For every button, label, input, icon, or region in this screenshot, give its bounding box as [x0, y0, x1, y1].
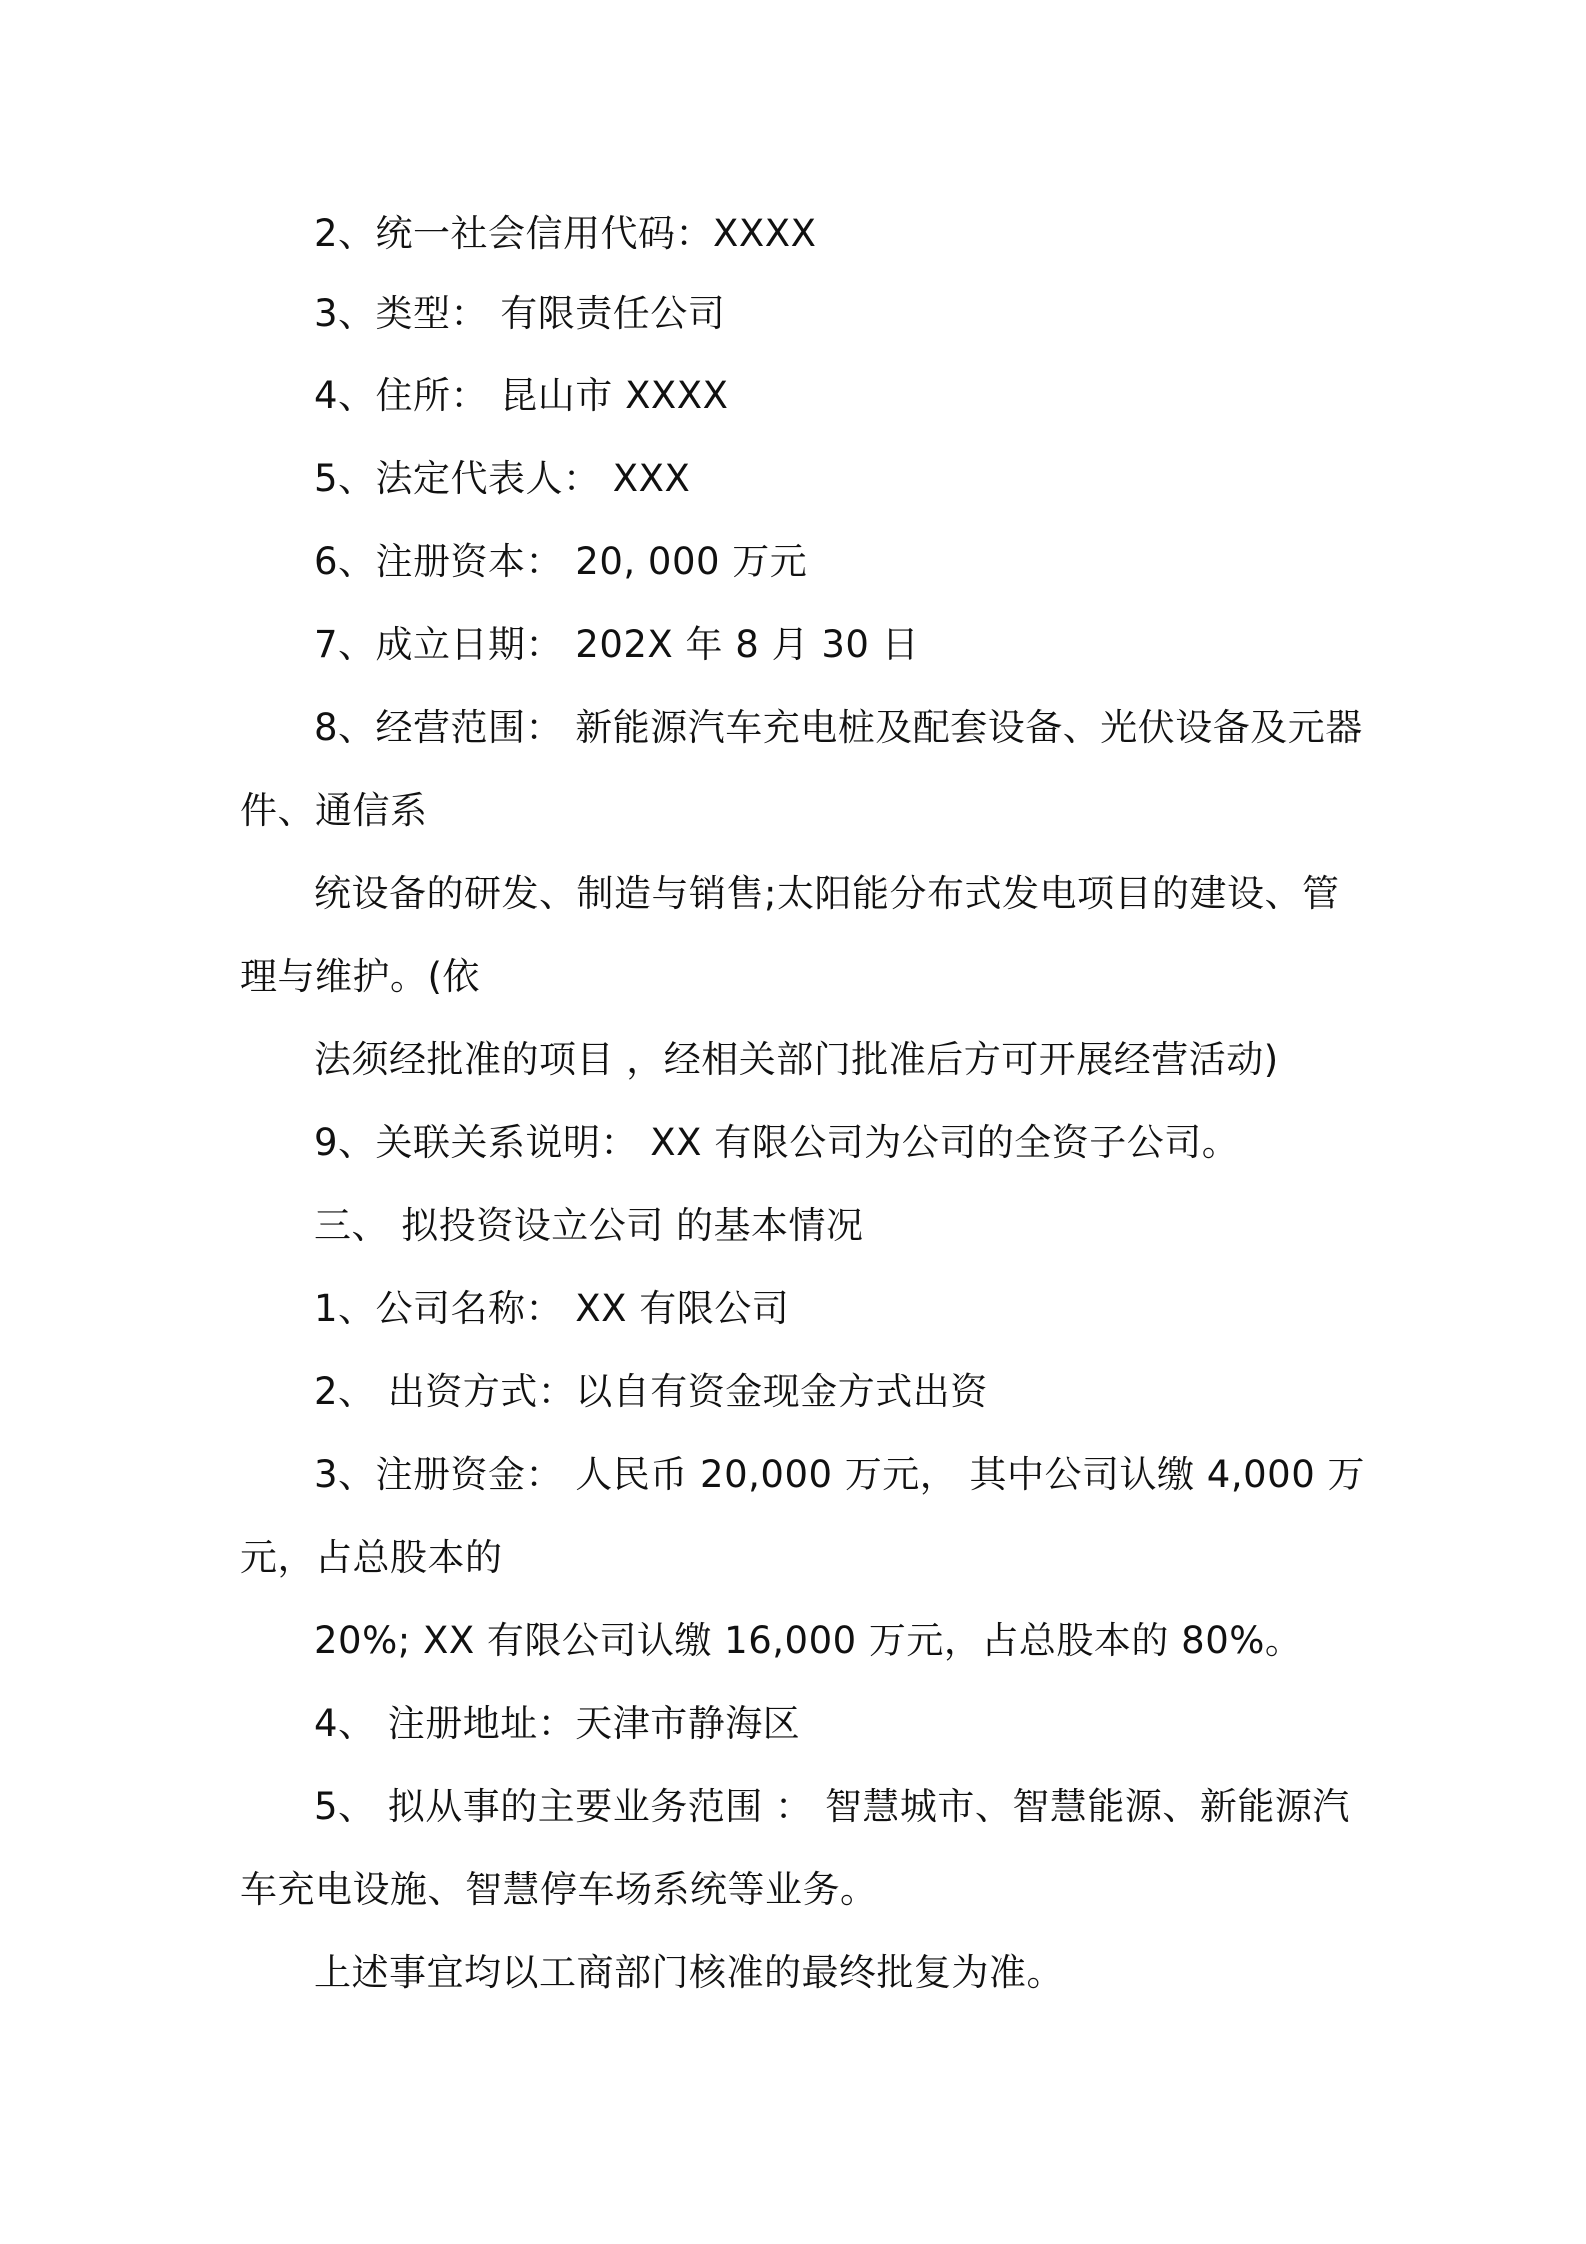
legal-representative-line: 5、法定代表人： XXX — [314, 457, 691, 500]
company-name-line: 1、公司名称： XX 有限公司 — [314, 1287, 790, 1330]
investment-method-line: 2、 出资方式：以自有资金现金方式出资 — [314, 1370, 988, 1413]
address-line: 4、住所： 昆山市 XXXX — [314, 374, 729, 417]
registered-capital-line: 6、注册资本： 20, 000 万元 — [314, 540, 808, 583]
main-business-line-1: 5、 拟从事的主要业务范围 ： 智慧城市、智慧能源、新能源汽 — [314, 1785, 1350, 1828]
business-scope-line-3: 统设备的研发、制造与销售;太阳能分布式发电项目的建设、管 — [314, 872, 1340, 915]
credit-code-line: 2、统一社会信用代码：XXXX — [314, 212, 817, 255]
related-party-line: 9、关联关系说明： XX 有限公司为公司的全资子公司。 — [314, 1121, 1240, 1164]
business-scope-line-1: 8、经营范围： 新能源汽车充电桩及配套设备、光伏设备及元器 — [314, 706, 1363, 749]
approval-note-line: 上述事宜均以工商部门核准的最终批复为准。 — [314, 1951, 1064, 1994]
registered-funds-line-2: 元，占总股本的 — [240, 1536, 503, 1579]
establishment-date-line: 7、成立日期： 202X 年 8 月 30 日 — [314, 623, 920, 666]
business-scope-line-4: 理与维护。(依 — [240, 955, 480, 998]
company-type-line: 3、类型： 有限责任公司 — [314, 292, 726, 335]
section-heading-three: 三、 拟投资设立公司 的基本情况 — [314, 1204, 864, 1247]
registered-address-line: 4、 注册地址：天津市静海区 — [314, 1702, 801, 1745]
registered-funds-line-3: 20%; XX 有限公司认缴 16,000 万元，占总股本的 80%。 — [314, 1619, 1303, 1662]
business-scope-line-2: 件、通信系 — [240, 789, 428, 832]
registered-funds-line-1: 3、注册资金： 人民币 20,000 万元， 其中公司认缴 4,000 万 — [314, 1453, 1365, 1496]
business-scope-line-5: 法须经批准的项目 ，经相关部门批准后方可开展经营活动) — [314, 1038, 1279, 1081]
main-business-line-2: 车充电设施、智慧停车场系统等业务。 — [240, 1868, 878, 1911]
